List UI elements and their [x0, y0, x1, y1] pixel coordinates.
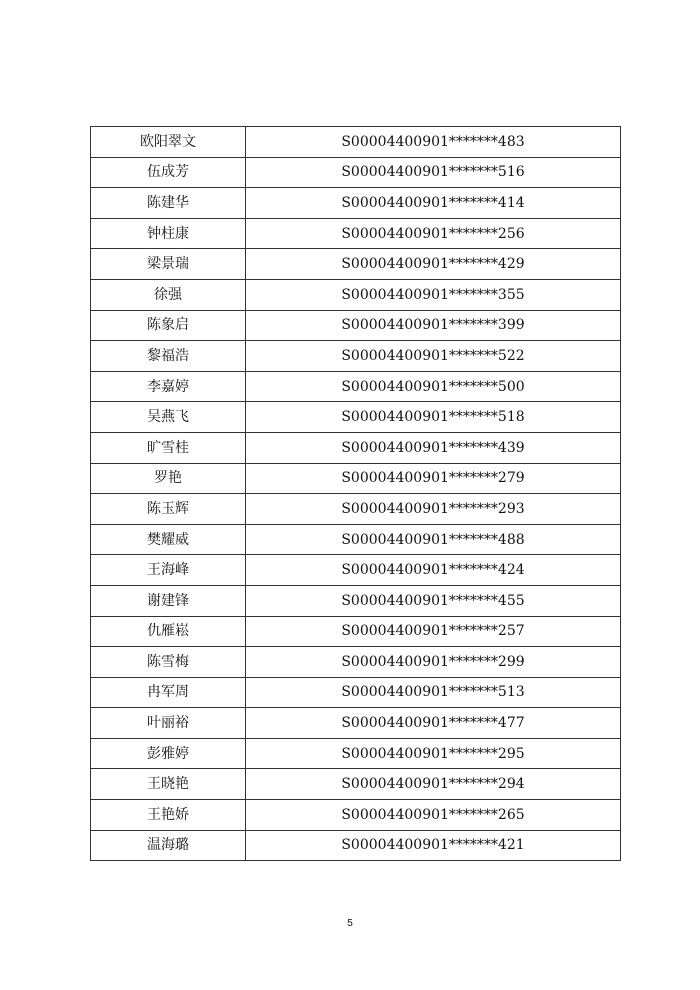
table-row	[91, 677, 621, 708]
table-row	[91, 524, 621, 555]
table-row	[91, 218, 621, 249]
roster-body	[91, 127, 621, 861]
table-row	[91, 738, 621, 769]
name-cell: 李嘉婷	[91, 371, 246, 402]
name-cell: 温海璐	[91, 830, 246, 861]
table-row	[91, 157, 621, 188]
name-cell: 陈玉辉	[91, 494, 246, 525]
table-row	[91, 708, 621, 739]
id-cell: S00004400901*******399	[246, 310, 621, 341]
name-cell: 黎福浩	[91, 341, 246, 372]
name-cell: 陈象启	[91, 310, 246, 341]
id-cell: S00004400901*******439	[246, 432, 621, 463]
table-row	[91, 463, 621, 494]
name-cell: 陈建华	[91, 188, 246, 219]
name-cell: 旷雪桂	[91, 432, 246, 463]
id-cell: S00004400901*******483	[246, 127, 621, 158]
table-row	[91, 585, 621, 616]
name-cell: 叶丽裕	[91, 708, 246, 739]
name-cell: 罗艳	[91, 463, 246, 494]
name-cell: 梁景瑞	[91, 249, 246, 280]
table-row	[91, 341, 621, 372]
id-cell: S00004400901*******513	[246, 677, 621, 708]
name-cell: 王海峰	[91, 555, 246, 586]
id-cell: S00004400901*******455	[246, 585, 621, 616]
id-cell: S00004400901*******488	[246, 524, 621, 555]
table-row	[91, 279, 621, 310]
name-cell: 冉军周	[91, 677, 246, 708]
id-cell: S00004400901*******500	[246, 371, 621, 402]
id-cell: S00004400901*******295	[246, 738, 621, 769]
name-cell: 谢建锋	[91, 585, 246, 616]
id-cell: S00004400901*******522	[246, 341, 621, 372]
table-row	[91, 555, 621, 586]
name-cell: 彭雅婷	[91, 738, 246, 769]
table-row	[91, 127, 621, 158]
page-number: 5	[347, 918, 353, 929]
table-row	[91, 616, 621, 647]
id-cell: S00004400901*******421	[246, 830, 621, 861]
id-cell: S00004400901*******257	[246, 616, 621, 647]
name-cell: 欧阳翠文	[91, 127, 246, 158]
id-cell: S00004400901*******279	[246, 463, 621, 494]
table-row	[91, 249, 621, 280]
table-row	[91, 830, 621, 861]
name-cell: 钟柱康	[91, 218, 246, 249]
id-cell: S00004400901*******477	[246, 708, 621, 739]
table-row	[91, 371, 621, 402]
table-row	[91, 432, 621, 463]
name-cell: 王艳娇	[91, 800, 246, 831]
table-row	[91, 402, 621, 433]
id-cell: S00004400901*******294	[246, 769, 621, 800]
name-cell: 仇雁崧	[91, 616, 246, 647]
name-cell: 陈雪梅	[91, 647, 246, 678]
roster-table	[90, 126, 621, 861]
table-row	[91, 769, 621, 800]
table-row	[91, 647, 621, 678]
name-cell: 伍成芳	[91, 157, 246, 188]
table-row	[91, 494, 621, 525]
id-cell: S00004400901*******256	[246, 218, 621, 249]
id-cell: S00004400901*******355	[246, 279, 621, 310]
id-cell: S00004400901*******265	[246, 800, 621, 831]
name-cell: 樊耀威	[91, 524, 246, 555]
table-row	[91, 310, 621, 341]
id-cell: S00004400901*******293	[246, 494, 621, 525]
id-cell: S00004400901*******299	[246, 647, 621, 678]
name-cell: 吴燕飞	[91, 402, 246, 433]
table-row	[91, 800, 621, 831]
id-cell: S00004400901*******516	[246, 157, 621, 188]
id-cell: S00004400901*******429	[246, 249, 621, 280]
table-row	[91, 188, 621, 219]
id-cell: S00004400901*******414	[246, 188, 621, 219]
name-cell: 徐强	[91, 279, 246, 310]
name-cell: 王晓艳	[91, 769, 246, 800]
id-cell: S00004400901*******518	[246, 402, 621, 433]
id-cell: S00004400901*******424	[246, 555, 621, 586]
